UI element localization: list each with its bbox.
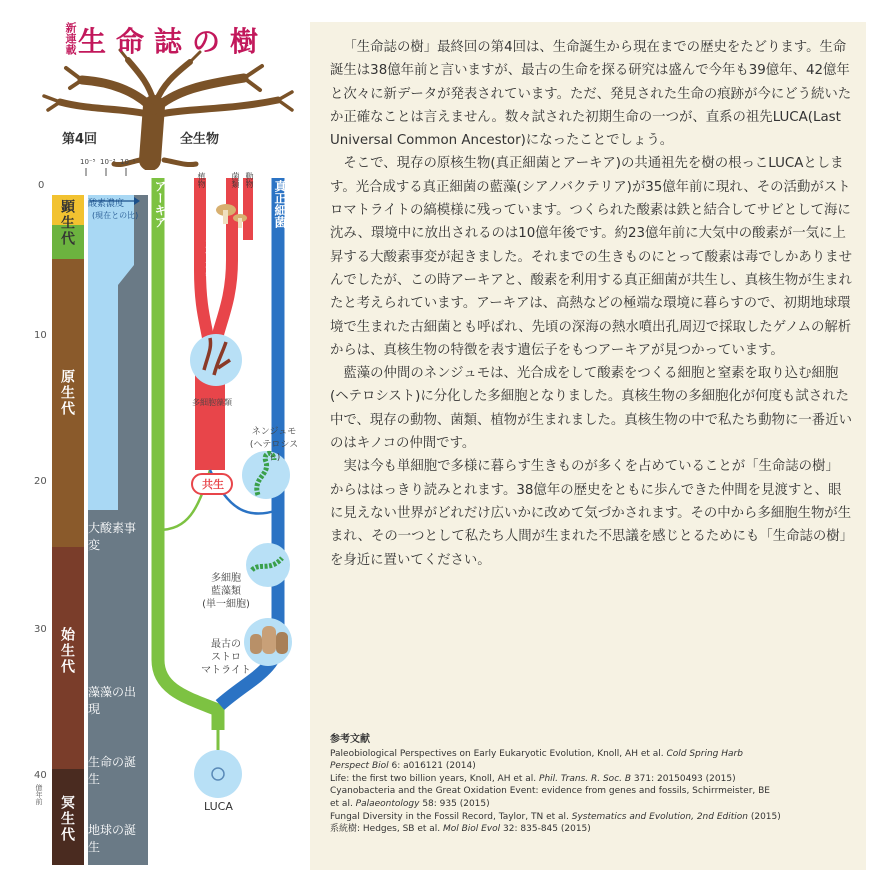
article-body	[330, 36, 852, 572]
tick-20: 20	[34, 476, 47, 487]
fungi-label: 菌類	[231, 172, 240, 188]
archaea-label: アーキア	[153, 180, 167, 228]
tick-unit: 億年前	[35, 784, 43, 805]
reference-line: Life: the first two billion years, Knoll, AH et al. Phil. Trans. R. Soc. B 371: 20150493 (2015)	[330, 773, 736, 784]
oxygen-scale-high: 10⁻¹	[120, 158, 136, 166]
multicell-algae-bubble	[190, 334, 242, 386]
eukaryote-label: 真核生物	[204, 232, 218, 280]
series-label: 新連載	[64, 22, 77, 55]
event-earth-birth: 地球の誕生	[88, 823, 137, 854]
tick-40: 40	[34, 770, 47, 781]
multicell-algae-label: 多細胞藻類	[192, 398, 232, 407]
symbiosis-label: 共生	[202, 478, 224, 491]
event-great-oxidation: 大酸素事変	[88, 521, 137, 552]
scope-label: 全生物	[180, 132, 220, 147]
bacteria-label: 真正細菌	[273, 180, 287, 228]
animal-label: 動物	[245, 172, 254, 188]
era-archean: 始生代	[52, 547, 84, 769]
era-phanerozoic: 顕生代	[52, 195, 84, 259]
oxygen-sublabel: (現在との比)	[92, 211, 139, 220]
references	[330, 734, 852, 836]
era-hadean: 冥生代	[52, 769, 84, 865]
reference-line: Cyanobacteria and the Great Oxidation Event: evidence from genes and fossils, Schirrmeister, BE	[330, 786, 770, 797]
event-algae-appear: 藻藻の出現	[88, 685, 137, 716]
article-panel	[310, 22, 866, 870]
reference-line: et al. Palaeontology 58: 935 (2015)	[330, 798, 490, 809]
oxygen-scale-mid: 10⁻³	[100, 158, 116, 166]
reference-line: Paleobiological Perspectives on Early Eukaryotic Evolution, Knoll, AH et al. Cold Spring Harb	[330, 748, 743, 759]
paragraph-2: そこで、現存の原核生物(真正細菌とアーキア)の共通祖先を樹の根っこLUCAとします。光合成する真正細菌の藍藻(シアノバクテリア)が35億年前に現れ、その活動がストロマトライトの縞模様に残っています。つくられた酸素は鉄と結合してサビとして海に沈み、環境中に放出されるのは10億年後です。約23億年前に大気中の酸素が一気に上昇する大酸素事変が起きました。それまでの生きものにとって酸素は毒でしかありませんでしたが、この時アーキアと、酸素を利用する真正細菌が共生し、真核生物が生まれたと考えられています。アーキアは、高熱などの極端な環境に暮らすので、初期地球環境で生まれた古細菌とも呼ばれ、先頃の深海の熱水噴出孔周辺で採取したゲノムの解析からは、真核生物の特徴を表す遺伝子をもつアーキアが見つかっています。	[330, 156, 852, 358]
era-column	[52, 195, 84, 865]
references-title: 参考文献	[330, 734, 370, 745]
round-label: 第4回	[62, 132, 98, 147]
era-proterozoic: 原生代	[52, 259, 84, 547]
tick-10: 10	[34, 330, 47, 341]
paragraph-1: 「生命誌の樹」最終回の第4回は、生命誕生から現在までの歴史をたどります。生命誕生は38億年前と言いますが、最古の生命を探る研究は盛んで今年も39億年、42億年と次々に新データが発表されています。ただ、発見された生命の痕跡が今にどう続いたか正確なことは言えません。数々試された初期生命の一つが、直系の祖先LUCA(Last Universal Common Ancestor)になったことでしょう。	[330, 40, 852, 149]
reference-line: Fungal Diversity in the Fossil Record, Taylor, TN et al. Systematics and Evolution, 2nd Edition (2015)	[330, 811, 781, 822]
multicell-cyano-label: 多細胞 藍藻類 (単一細胞)	[202, 573, 250, 610]
luca-label: LUCA	[204, 800, 233, 813]
reference-line: Perspect Biol 6: a016121 (2014)	[330, 761, 476, 772]
paragraph-4: 実は今も単細胞で多様に暮らす生きものが多くを占めていることが「生命誌の樹」からははっきり読みとれます。38億年の歴史をともに歩んできた仲間を見渡すと、眼に見えない世界がどれだけ広いかに改めて気づかされます。その中から多細胞生物が生まれ、その一つとして私たち人間が生まれた不思議を感じとるためにも「生命誌の樹」を身近に置いてください。	[330, 459, 852, 568]
oxygen-scale-ticks	[84, 168, 138, 176]
phylogenetic-tree	[148, 170, 308, 820]
plant-label: 植物	[197, 172, 206, 188]
nenjumo-label: ネンジュモ (ヘテロシスト)	[249, 427, 299, 463]
tick-0: 0	[38, 180, 45, 191]
event-life-birth: 生命の誕生	[88, 755, 137, 786]
stromatolite-label: 最古の ストロ マトライト	[201, 639, 251, 676]
oxygen-label: 酸素濃度	[88, 199, 125, 209]
figure-title: 生命誌の樹	[78, 25, 269, 58]
oxygen-scale-low: 10⁻⁵	[80, 158, 96, 166]
reference-line: 系統樹: Hedges, SB et al. Mol Biol Evol 32: 835-845 (2015)	[330, 824, 591, 835]
luca-bubble	[194, 750, 242, 798]
left-figure	[0, 0, 310, 890]
tick-30: 30	[34, 624, 47, 635]
paragraph-3: 藍藻の仲間のネンジュモは、光合成をして酸素をつくる細胞と窒素を取り込む細胞(ヘテロシスト)に分化した多細胞となりました。真核生物の多細胞化が何度も試された中で、現存の動物、菌類、植物が生まれました。真核生物の中で私たち動物に一番近いのはキノコの仲間です。	[330, 366, 852, 452]
